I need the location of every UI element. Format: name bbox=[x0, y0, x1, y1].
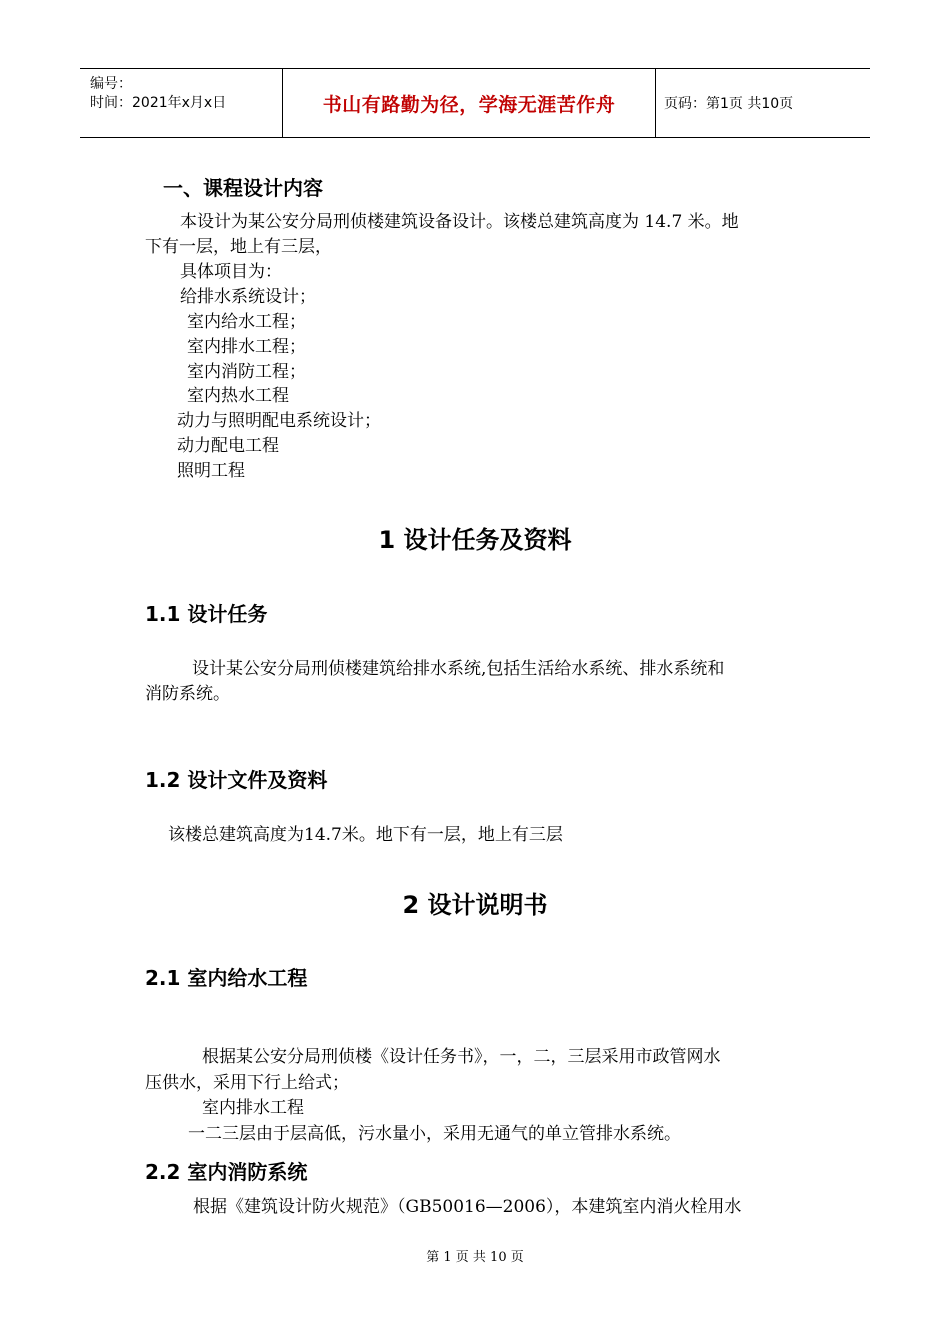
section-1-2-line1: 该楼总建筑高度为14.7米。地下有一层，地上有三层 bbox=[168, 825, 563, 845]
section-2-2-title: 2.2 室内消防系统 bbox=[145, 1160, 308, 1184]
page-footer: 第 1 页 共 10 页 bbox=[426, 1250, 524, 1265]
section-2-1-line3: 室内排水工程 bbox=[202, 1098, 304, 1118]
section-title-course-design: 一、课程设计内容 bbox=[163, 176, 323, 200]
intro-list-item: 室内排水工程； bbox=[187, 337, 306, 357]
intro-list-item: 动力配电工程 bbox=[177, 436, 279, 456]
section-1-1-line1: 设计某公安分局刑侦楼建筑给排水系统,包括生活给水系统、排水系统和 bbox=[192, 659, 725, 679]
intro-list-item: 室内消防工程； bbox=[187, 362, 306, 382]
section-2-2-line1: 根据《建筑设计防火规范》（GB50016—2006），本建筑室内消火栓用水 bbox=[193, 1197, 742, 1217]
intro-list-item: 室内给水工程； bbox=[187, 312, 306, 332]
intro-list-item: 具体项目为： bbox=[180, 262, 282, 282]
header-motto-cell bbox=[282, 69, 656, 137]
page-info: 页码：第1页 共10页 bbox=[664, 96, 794, 112]
header-page-cell bbox=[655, 69, 870, 137]
intro-list-item: 室内热水工程 bbox=[187, 386, 289, 406]
section-1-2-title: 1.2 设计文件及资料 bbox=[145, 768, 328, 792]
document-header bbox=[80, 68, 870, 138]
intro-list-item: 给排水系统设计； bbox=[180, 287, 316, 307]
section-2-1-line2: 压供水，采用下行上给式； bbox=[145, 1073, 349, 1093]
intro-paragraph-line2: 下有一层，地上有三层， bbox=[145, 237, 332, 257]
chapter2-title: 2 设计说明书 bbox=[402, 891, 548, 919]
header-left-cell bbox=[80, 69, 282, 137]
section-2-1-line1: 根据某公安分局刑侦楼《设计任务书》，一，二，三层采用市政管网水 bbox=[202, 1047, 721, 1067]
intro-list-item: 照明工程 bbox=[177, 461, 245, 481]
time-label: 时间：2021年x月x日 bbox=[90, 95, 227, 111]
number-label: 编号： bbox=[90, 76, 132, 92]
section-2-1-title: 2.1 室内给水工程 bbox=[145, 966, 308, 990]
intro-paragraph-line1: 本设计为某公安分局刑侦楼建筑设备设计。该楼总建筑高度为 14.7 米。地 bbox=[180, 212, 739, 232]
section-2-1-line4: 一二三层由于层高低，污水量小，采用无通气的单立管排水系统。 bbox=[188, 1124, 681, 1144]
chapter1-title: 1 设计任务及资料 bbox=[378, 526, 572, 554]
section-1-1-title: 1.1 设计任务 bbox=[145, 602, 268, 626]
section-1-1-line2: 消防系统。 bbox=[145, 684, 230, 704]
intro-list-item: 动力与照明配电系统设计； bbox=[177, 411, 381, 431]
motto-text: 书山有路勤为径，学海无涯苦作舟 bbox=[322, 93, 616, 116]
